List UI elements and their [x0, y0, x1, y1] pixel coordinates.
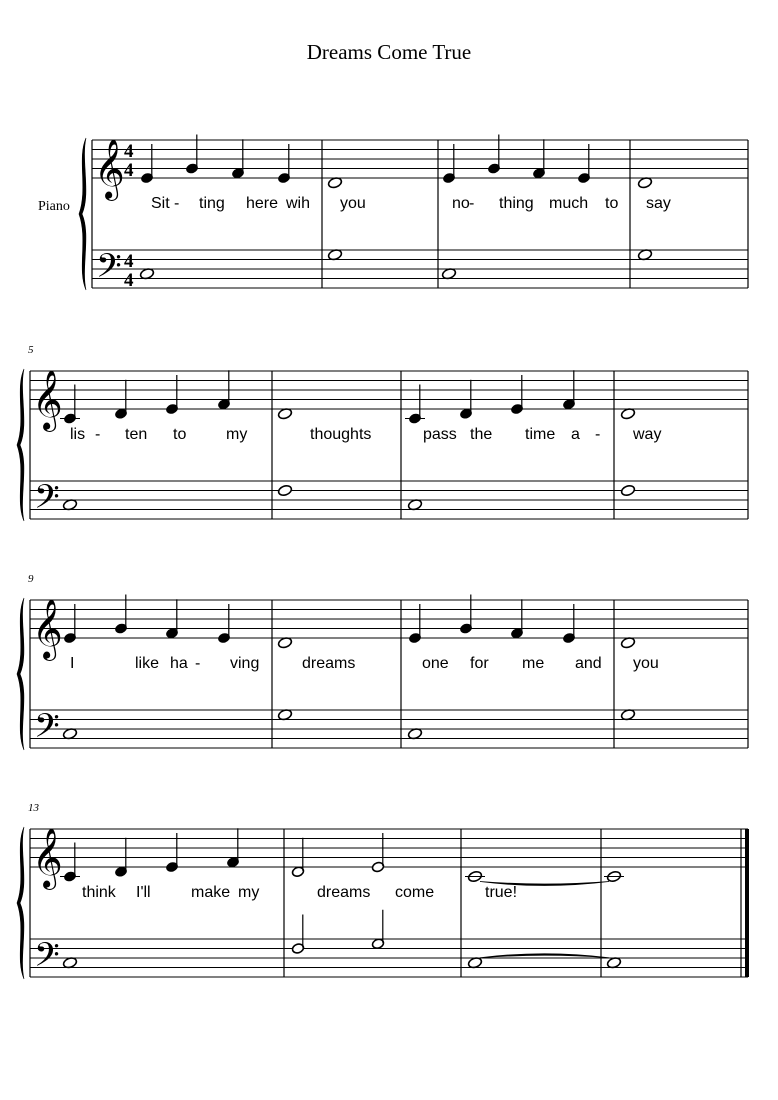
notehead [277, 484, 292, 497]
lyric-syllable: my [226, 426, 248, 443]
lyric-syllable: one [422, 655, 449, 672]
treble-clef-icon: 𝄞 [94, 139, 125, 199]
bass-note [291, 915, 304, 955]
treble-note [604, 870, 624, 883]
instrument-name: Piano [38, 199, 70, 214]
bass-clef-icon: 𝄢 [34, 707, 60, 754]
lyric-syllable: think [82, 884, 116, 901]
treble-note [465, 870, 485, 883]
lyric-syllable: pass [423, 426, 457, 443]
time-signature-denominator: 4 [124, 160, 134, 181]
notehead [620, 484, 635, 497]
lyric-syllable: I [70, 655, 75, 672]
lyric-syllable: no [452, 195, 470, 212]
lyric-syllable: - [174, 195, 180, 212]
treble-clef-icon: 𝄞 [32, 370, 63, 430]
lyric-syllable: true! [485, 884, 518, 901]
treble-staff [30, 829, 748, 867]
lyric-syllable: - [469, 195, 475, 212]
treble-staff [30, 600, 748, 638]
lyric-syllable: like [135, 655, 160, 672]
time-signature-denominator: 4 [124, 270, 134, 291]
measure-number: 13 [28, 802, 39, 814]
bass-note [277, 484, 292, 497]
lyric-syllable: - [595, 426, 601, 443]
bass-note [371, 910, 384, 950]
lyric-syllable: to [605, 195, 619, 212]
treble-clef-icon: 𝄞 [32, 828, 63, 888]
measure-number: 9 [28, 573, 34, 585]
lyric-syllable: time [525, 426, 556, 443]
time-signature-numerator: 4 [124, 141, 134, 162]
bass-clef-icon: 𝄢 [34, 478, 60, 525]
lyric-syllable: thing [499, 195, 534, 212]
lyric-syllable: me [522, 655, 545, 672]
lyric-syllable: the [470, 426, 493, 443]
lyric-syllable: - [95, 426, 101, 443]
lyric-syllable: lis [70, 426, 86, 443]
score-title: Dreams Come True [306, 40, 472, 64]
treble-clef-icon: 𝄞 [32, 599, 63, 659]
lyric-syllable: - [195, 655, 201, 672]
lyric-syllable: here [246, 195, 279, 212]
lyric-syllable: Sit [151, 195, 170, 212]
lyric-syllable: ting [199, 195, 225, 212]
measure-number: 5 [28, 344, 34, 356]
time-signature-numerator: 4 [124, 251, 134, 272]
tie [480, 954, 609, 958]
bass-clef-icon: 𝄢 [34, 936, 60, 983]
lyric-syllable: and [575, 655, 602, 672]
final-barline [745, 829, 749, 977]
lyric-syllable: come [395, 884, 435, 901]
lyric-syllable: you [340, 195, 366, 212]
lyric-syllable: dreams [317, 884, 371, 901]
treble-staff [30, 371, 748, 409]
lyric-syllable: you [633, 655, 659, 672]
bass-clef-icon: 𝄢 [96, 247, 122, 294]
lyric-syllable: ving [230, 655, 260, 672]
bass-staff [30, 710, 748, 748]
lyric-syllable: wih [286, 195, 311, 212]
lyric-syllable: say [646, 195, 671, 212]
lyric-syllable: thoughts [310, 426, 372, 443]
lyric-syllable: ha [170, 655, 188, 672]
lyric-syllable: ten [125, 426, 148, 443]
brace-icon [79, 138, 86, 290]
brace-icon [17, 598, 24, 750]
lyric-syllable: dreams [302, 655, 356, 672]
lyric-syllable: for [470, 655, 489, 672]
lyric-syllable: a [571, 426, 580, 443]
brace-icon [17, 369, 24, 521]
lyric-syllable: much [549, 195, 589, 212]
lyric-syllable: my [238, 884, 260, 901]
bass-note [620, 484, 635, 497]
brace-icon [17, 827, 24, 979]
bass-staff [30, 939, 748, 977]
lyric-syllable: way [633, 426, 662, 443]
lyric-syllable: to [173, 426, 187, 443]
lyric-syllable: I'll [136, 884, 151, 901]
bass-staff [30, 481, 748, 519]
lyric-syllable: make [191, 884, 231, 901]
